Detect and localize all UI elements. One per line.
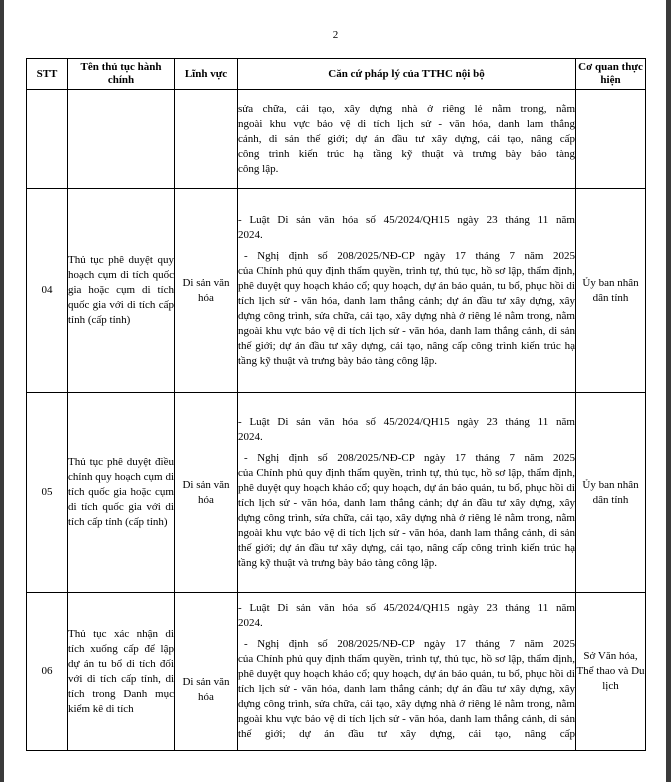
- continuation-coquan: [576, 90, 646, 189]
- nghidinh-line: - Nghị định số 208/2025/NĐ-CP ngày 17 tháng 7 năm 2025: [244, 451, 575, 464]
- luat-line: 2024.: [238, 430, 263, 443]
- luat-line: 2024.: [238, 617, 263, 629]
- row-linhvuc: Di sản văn hóa: [175, 189, 238, 393]
- row-coquan: Sở Văn hóa, Thể thao và Du lịch: [576, 593, 646, 751]
- nghidinh-line: - Nghị định số 208/2025/NĐ-CP ngày 17 tháng 7 năm 2025: [244, 249, 575, 262]
- page-edge-right: [666, 0, 671, 782]
- nghidinh-text: của Chính phủ quy định thẩm quyền, trình tự, thủ tục, hồ sơ lập, thẩm định, phê duyệt quy hoạch khảo cổ; quy hoạch, dự án bảo quản, tu bổ, phục hồi di tích lịch sử - văn hóa, danh lam thắng cảnh; dự án đầu tư xây dựng, xây dựng công trình, sửa chữa, cải tạo, xây dựng nhà ở riêng lẻ nằm trong, nằm ngoài khu vực bảo vệ di tích lịch sử - văn hóa, danh lam thắng cảnh, di sản thế giới; dự án đầu tư xây dựng, cải tạo, nâng cấp: [238, 653, 575, 740]
- luat-line: - Luật Di sản văn hóa số 45/2024/QH15 ngày 23 tháng 11 năm: [238, 602, 575, 614]
- continuation-line: sửa chữa, cải tạo, xây dựng nhà ở riêng lẻ nằm trong, nằm: [238, 102, 575, 115]
- page-number: 2: [332, 29, 339, 41]
- continuation-line: công trình kiến trúc hạ tầng kỹ thuật và trưng bày bảo tàng: [238, 147, 575, 160]
- row-cancu: [238, 189, 576, 393]
- nghidinh-text: của Chính phủ quy định thẩm quyền, trình tự, thủ tục, hồ sơ lập, thẩm định, phê duyệt quy hoạch khảo cổ; quy hoạch, dự án bảo quản, tu bổ, phục hồi di tích lịch sử - văn hóa, danh lam thắng cảnh; dự án đầu tư xây dựng, xây dựng công trình, sửa chữa, cải tạo, xây dựng nhà ở riêng lẻ nằm trong, nằm ngoài khu vực bảo vệ di tích lịch sử - văn hóa, danh lam thắng cảnh, di sản thế giới; dự án đầu tư xây dựng, cải tạo, nâng cấp công trình kiến trúc hạ tầng kỹ thuật và trưng bày bảo tàng công lập.: [238, 264, 575, 367]
- luat-line: 2024.: [238, 228, 263, 241]
- luat-line: - Luật Di sản văn hóa số 45/2024/QH15 ngày 23 tháng 11 năm: [238, 415, 575, 428]
- row-stt: 06: [27, 593, 68, 751]
- header-stt: STT: [27, 59, 68, 90]
- row-ten: Thủ tục xác nhận di tích xuống cấp để lập dự án tu bổ di tích đối với di tích cấp tỉnh, di tích trong Danh mục kiểm kê di tích: [68, 593, 175, 751]
- continuation-ten: [68, 90, 175, 189]
- row-coquan: Ủy ban nhân dân tỉnh: [576, 393, 646, 593]
- continuation-line: cảnh, di sản thế giới; dự án đầu tư xây dựng, cải tạo, nâng cấp: [238, 132, 575, 145]
- row-stt: 04: [27, 189, 68, 393]
- row-cancu: [238, 393, 576, 593]
- row-linhvuc: Di sản văn hóa: [175, 593, 238, 751]
- row-ten: Thủ tục phê duyệt quy hoạch cụm di tích quốc gia hoặc cụm di tích quốc gia với di tích cấp tỉnh (cấp tỉnh): [68, 189, 175, 393]
- continuation-line: ngoài khu vực bảo vệ di tích lịch sử - văn hóa, danh lam thắng: [238, 117, 575, 130]
- row-stt: 05: [27, 393, 68, 593]
- procedures-table: [26, 58, 646, 751]
- row-ten: Thủ tục phê duyệt điều chỉnh quy hoạch cụm di tích quốc gia hoặc cụm di tích quốc gia với di tích cấp tỉnh (cấp tỉnh): [68, 393, 175, 593]
- row-coquan: Ủy ban nhân dân tỉnh: [576, 189, 646, 393]
- header-coquan: Cơ quan thực hiện: [576, 59, 646, 90]
- table-row: [27, 393, 646, 593]
- header-cancu: Căn cứ pháp lý của TTHC nội bộ: [238, 59, 576, 90]
- continuation-line: công lập.: [238, 162, 279, 175]
- table-row: [27, 189, 646, 393]
- nghidinh-line: - Nghị định số 208/2025/NĐ-CP ngày 17 tháng 7 năm 2025: [244, 638, 575, 650]
- header-row: [27, 59, 646, 90]
- nghidinh-text: của Chính phủ quy định thẩm quyền, trình tự, thủ tục, hồ sơ lập, thẩm định, phê duyệt quy hoạch khảo cổ; quy hoạch, dự án bảo quản, tu bổ, phục hồi di tích lịch sử - văn hóa, danh lam thắng cảnh; dự án đầu tư xây dựng, xây dựng công trình, sửa chữa, cải tạo, xây dựng nhà ở riêng lẻ nằm trong, nằm ngoài khu vực bảo vệ di tích lịch sử - văn hóa, danh lam thắng cảnh, di sản thế giới; dự án đầu tư xây dựng, cải tạo, nâng cấp công trình kiến trúc hạ tầng kỹ thuật và trưng bày bảo tàng công lập.: [238, 466, 575, 569]
- page-edge-left: [0, 0, 4, 782]
- continuation-row: [27, 90, 646, 189]
- row-linhvuc: Di sản văn hóa: [175, 393, 238, 593]
- table-row: [27, 593, 646, 751]
- header-ten: Tên thủ tục hành chính: [68, 59, 175, 90]
- header-linhvuc: Lĩnh vực: [175, 59, 238, 90]
- row-cancu: [238, 593, 576, 751]
- continuation-stt: [27, 90, 68, 189]
- continuation-linhvuc: [175, 90, 238, 189]
- continuation-cancu: [238, 90, 576, 189]
- luat-line: - Luật Di sản văn hóa số 45/2024/QH15 ngày 23 tháng 11 năm: [238, 213, 575, 226]
